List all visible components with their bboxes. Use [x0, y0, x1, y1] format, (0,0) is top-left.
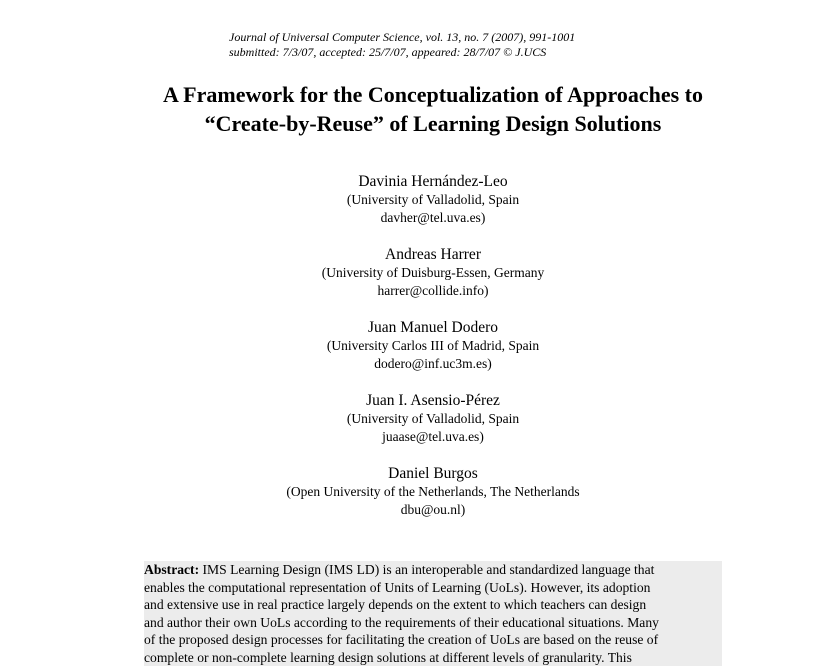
author-name: Juan Manuel Dodero	[0, 318, 836, 337]
author-name: Daniel Burgos	[0, 464, 836, 483]
author-affiliation: (University of Duisburg-Essen, Germany	[0, 264, 836, 282]
author-name: Juan I. Asensio-Pérez	[0, 391, 836, 410]
author-block	[0, 245, 836, 300]
paper-title-line-2: “Create-by-Reuse” of Learning Design Solutions	[0, 109, 836, 138]
author-affiliation: (University of Valladolid, Spain	[0, 410, 836, 428]
abstract-line: enables the computational representation of Units of Learning (UoLs). However, its adoption	[144, 579, 722, 597]
paper-title	[0, 80, 836, 138]
abstract-text: IMS Learning Design (IMS LD) is an interoperable and standardized language that	[203, 562, 655, 577]
abstract-line: of the proposed design processes for facilitating the creation of UoLs are based on the reuse of	[144, 631, 722, 649]
author-block	[0, 464, 836, 519]
journal-citation-line: Journal of Universal Computer Science, vol. 13, no. 7 (2007), 991-1001	[229, 30, 575, 45]
author-list	[0, 172, 836, 537]
author-affiliation: (University of Valladolid, Spain	[0, 191, 836, 209]
author-name: Davinia Hernández-Leo	[0, 172, 836, 191]
author-email: harrer@collide.info)	[0, 282, 836, 300]
author-name: Andreas Harrer	[0, 245, 836, 264]
abstract	[144, 561, 722, 666]
author-affiliation: (Open University of the Netherlands, The Netherlands	[0, 483, 836, 501]
author-email: davher@tel.uva.es)	[0, 209, 836, 227]
abstract-line	[144, 561, 722, 579]
author-affiliation: (University Carlos III of Madrid, Spain	[0, 337, 836, 355]
author-block	[0, 391, 836, 446]
abstract-line: and author their own UoLs according to the requirements of their educational situations. Many	[144, 614, 722, 632]
journal-header	[229, 30, 575, 60]
paper-title-line-1: A Framework for the Conceptualization of Approaches to	[0, 80, 836, 109]
abstract-line: complete or non-complete learning design solutions at different levels of granularity. This	[144, 649, 722, 666]
author-email: juaase@tel.uva.es)	[0, 428, 836, 446]
author-block	[0, 318, 836, 373]
submission-dates-line: submitted: 7/3/07, accepted: 25/7/07, appeared: 28/7/07 © J.UCS	[229, 45, 575, 60]
abstract-label: Abstract:	[144, 562, 199, 577]
author-block	[0, 172, 836, 227]
author-email: dbu@ou.nl)	[0, 501, 836, 519]
author-email: dodero@inf.uc3m.es)	[0, 355, 836, 373]
abstract-line: and extensive use in real practice largely depends on the extent to which teachers can design	[144, 596, 722, 614]
